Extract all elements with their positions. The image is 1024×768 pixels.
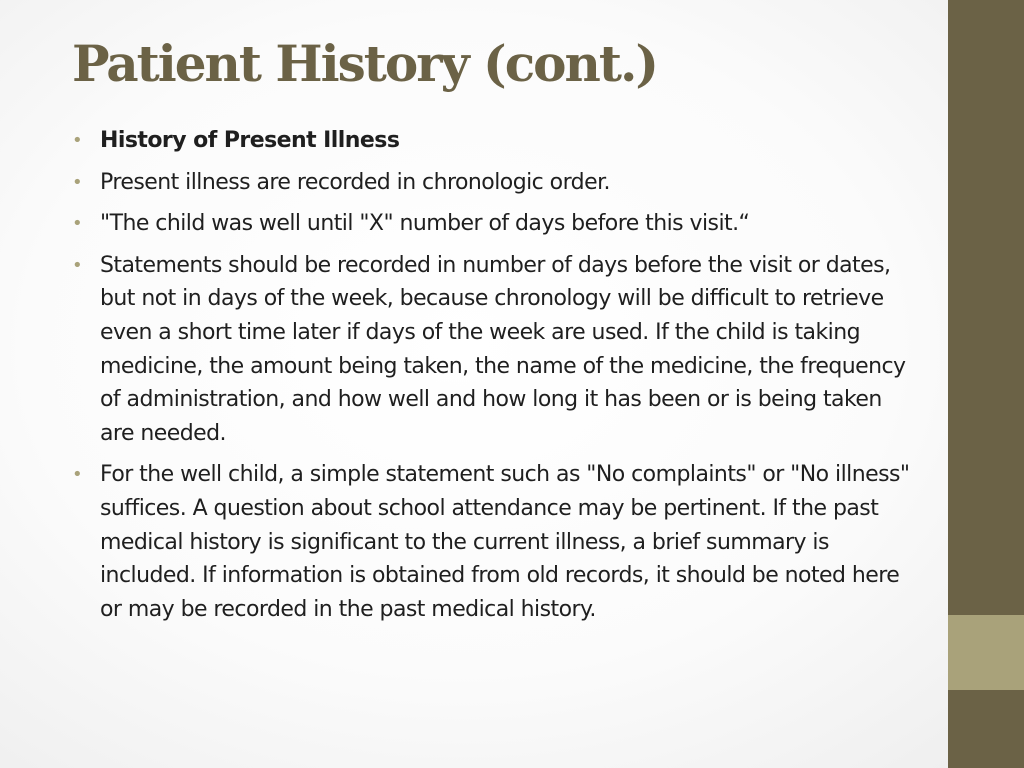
bullet-text: History of Present Illness	[100, 128, 400, 153]
bullet-icon: •	[72, 130, 83, 151]
bullet-item-child-was-well	[72, 207, 912, 241]
bullet-list	[72, 124, 912, 634]
bullet-item-statements	[72, 249, 912, 451]
bullet-item-history-present-illness	[72, 124, 912, 158]
right-band-accent-block	[948, 615, 1024, 690]
slide-title: Patient History (cont.)	[72, 34, 658, 93]
bullet-icon: •	[72, 464, 83, 486]
bullet-item-well-child	[72, 458, 912, 626]
bullet-icon: •	[72, 254, 83, 276]
bullet-icon: •	[72, 213, 83, 235]
bullet-item-chronologic-order	[72, 166, 912, 200]
bullet-text: Present illness are recorded in chronologic order.	[100, 169, 610, 195]
bullet-icon: •	[72, 171, 83, 193]
bullet-text: Statements should be recorded in number of days before the visit or dates, but not in days of the week, because chronology will be difficult to retrieve even a short time later if days of the week are used. If the child is taking medicine, the amount being taken, the name of the medicine, the frequency of administration, and how well and how long it has been or is being taken are needed.	[100, 252, 906, 446]
bullet-text: For the well child, a simple statement such as "No complaints" or "No illness" suffices. A question about school attendance may be pertinent. If the past medical history is significant to the current illness, a brief summary is included. If information is obtained from old records, it should be noted here or may be recorded in the past medical history.	[100, 462, 910, 622]
bullet-text: "The child was well until "X" number of days before this visit.“	[100, 211, 750, 237]
